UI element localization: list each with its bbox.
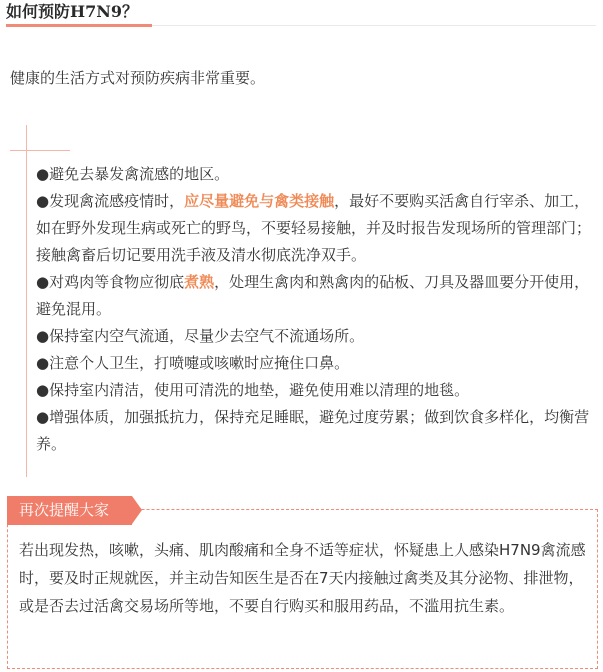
list-item xyxy=(36,269,598,323)
list-item: ●增强体质，加强抵抗力，保持充足睡眠，避免过度劳累；做到饮食多样化，均衡营养。 xyxy=(36,408,590,453)
reminder-label: 再次提醒大家 xyxy=(7,496,132,525)
highlight-text: 煮熟 xyxy=(184,273,215,291)
list-item: ●保持室内清洁，使用可清洗的地垫，避免使用难以清理的地毯。 xyxy=(36,381,470,399)
list-item-text: ●对鸡肉等食物应彻底 xyxy=(36,273,185,291)
reminder-text: 若出现发热，咳嗽，头痛、肌肉酸痛和全身不适等症状，怀疑患上人感染H7N9禽流感时，要及时正规就医，并主动告知医生是否在7天内接触过禽类及其分泌物、排泄物，或是否去过活禽交易场所等地，不要自行购买和服用药品，不滥用抗生素。 xyxy=(19,541,586,615)
title-underline xyxy=(6,24,152,27)
list-item: ●保持室内空气流通，尽量少去空气不流通场所。 xyxy=(36,327,365,345)
list-item-text: ●发现禽流感疫情时， xyxy=(36,192,185,210)
list-item: ●注意个人卫生，打喷嚏或咳嗽时应掩住口鼻。 xyxy=(36,354,350,372)
highlight-text: 应尽量避免与禽类接触 xyxy=(184,192,335,210)
list-item xyxy=(36,188,598,269)
list-item-text: ，处理生禽肉和熟禽肉的砧板、刀具及器皿要分开使用，避免混用。 xyxy=(36,273,590,318)
decorative-horizontal-line xyxy=(10,150,70,151)
prevention-list xyxy=(36,161,598,458)
list-item-text: ，最好不要购买活禽自行宰杀、加工，如在野外发现生病或死亡的野鸟，不要轻易接触，并及时报告发现场所的管理部门；接触禽畜后切记要用洗手液及清水彻底洗净双手。 xyxy=(36,192,592,264)
decorative-vertical-line xyxy=(26,125,27,477)
intro-paragraph: 健康的生活方式对预防疾病非常重要。 xyxy=(10,69,266,87)
section-title: 如何预防H7N9？ xyxy=(6,2,139,21)
list-item: ●避免去暴发禽流感的地区。 xyxy=(36,165,230,183)
